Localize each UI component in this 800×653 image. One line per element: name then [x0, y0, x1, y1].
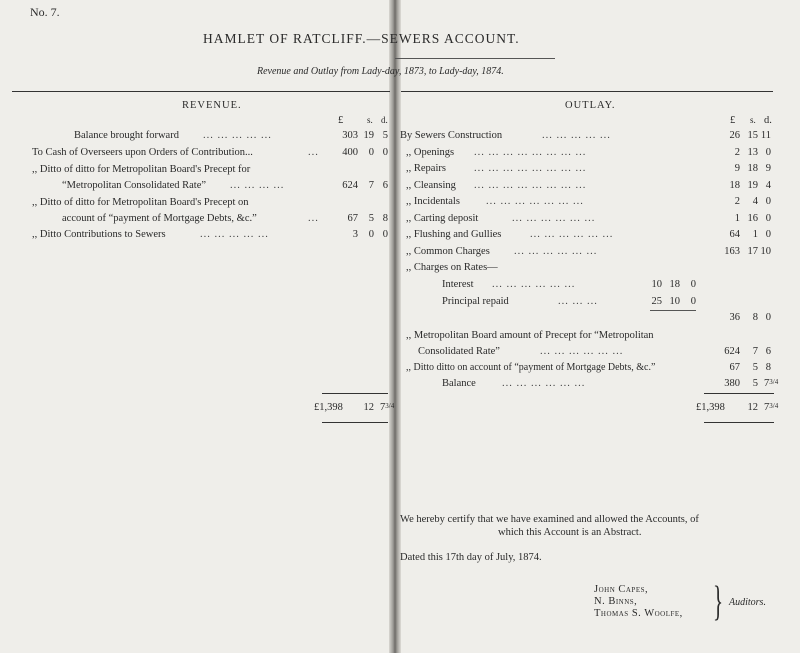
outlay-leader: ... ... ... ... ... ...: [502, 378, 586, 389]
outlay-pence: 11: [760, 130, 771, 141]
outlay-leader: ... ... ... ... ... ...: [514, 246, 598, 257]
revenue-pounds: 400: [342, 147, 358, 158]
outlay-shillings: 5: [752, 378, 758, 389]
page-number: No. 7.: [30, 5, 60, 19]
revenue-heading: REVENUE.: [182, 100, 242, 111]
revenue-label: account of “payment of Mortgage Debts, &c.”: [62, 213, 257, 224]
outlay-pounds: 67: [729, 362, 740, 373]
charges-subtotal-pounds: 36: [729, 312, 740, 323]
header-rule-left: [12, 91, 390, 92]
revenue-shillings: 0: [368, 147, 374, 158]
outlay-row: [400, 229, 800, 243]
outlay-label: ,, Flushing and Gullies: [406, 229, 502, 240]
charges-subrow: [400, 279, 800, 293]
outlay-shillings: 17: [747, 246, 758, 257]
header-rule-right: [401, 91, 773, 92]
outlay-shillings: 7: [752, 346, 758, 357]
outlay-total-pence: 73/4: [764, 402, 779, 413]
outlay-pounds: 18: [729, 180, 740, 191]
outlay-leader: ... ... ... ... ... ... ... ...: [474, 180, 587, 191]
outlay-shillings: 19: [747, 180, 758, 191]
outlay-leader: ... ... ... ... ...: [542, 130, 611, 141]
certification-line-2: which this Account is an Abstract.: [498, 527, 642, 538]
outlay-pound-header: £: [730, 115, 736, 126]
charges-subtotal-rule: [650, 310, 696, 311]
charges-leader: ... ... ...: [558, 296, 598, 307]
auditor-name: John Capes,: [594, 584, 649, 595]
outlay-label: ,, Metropolitan Board amount of Precept for “Metropolitan: [406, 330, 654, 341]
revenue-row: [0, 130, 400, 144]
outlay-pounds: 624: [724, 346, 740, 357]
outlay-pounds: 2: [734, 196, 740, 207]
outlay-row: [400, 130, 800, 144]
revenue-total-row: [0, 402, 400, 416]
revenue-label: Balance brought forward: [74, 130, 179, 141]
revenue-label: ,, Ditto of ditto for Metropolitan Board's Precept for: [32, 164, 251, 175]
outlay-label: ,, Cleansing: [406, 180, 456, 191]
revenue-pounds: 303: [342, 130, 358, 141]
outlay-balance-row: [400, 378, 800, 392]
revenue-row: [0, 197, 400, 211]
revenue-pence: 0: [382, 229, 388, 240]
outlay-pence: 73/4: [764, 378, 779, 389]
outlay-row: [400, 180, 800, 194]
outlay-shillings: 4: [752, 196, 758, 207]
revenue-row: [0, 164, 400, 178]
charges-subrow: [400, 296, 800, 310]
revenue-row: [0, 229, 400, 243]
outlay-total-pounds: £1,398: [696, 402, 725, 413]
revenue-row: [0, 180, 400, 194]
charges-pounds: 10: [651, 279, 662, 290]
revenue-pounds: 67: [347, 213, 358, 224]
revenue-leader: ... ... ... ... ...: [200, 229, 269, 240]
outlay-shillings: 5: [752, 362, 758, 373]
revenue-shillings: 0: [368, 229, 374, 240]
outlay-shillings: 1: [752, 229, 758, 240]
fraction: 3/4: [385, 402, 395, 410]
revenue-leader: ... ... ... ... ...: [203, 130, 272, 141]
auditor-name: N. Binns,: [594, 596, 638, 607]
title-underline: [395, 58, 555, 59]
outlay-shillings: 13: [747, 147, 758, 158]
auditor-name: Thomas S. Woolfe,: [594, 608, 683, 619]
charges-subtotal-shillings: 8: [752, 312, 758, 323]
certification-line-1: We hereby certify that we have examined and allowed the Accounts, of: [400, 514, 699, 525]
outlay-leader: ... ... ... ... ... ... ... ...: [474, 147, 587, 158]
charges-pence: 0: [690, 279, 696, 290]
charges-subtotal-pence: 0: [765, 312, 771, 323]
outlay-row: [400, 246, 800, 260]
outlay-label: ,, Charges on Rates—: [406, 262, 498, 273]
outlay-pence: 0: [765, 229, 771, 240]
revenue-row: [0, 213, 400, 227]
revenue-total-rule-bottom: [322, 422, 388, 423]
revenue-label: ,, Ditto of ditto for Metropolitan Board's Precept on: [32, 197, 249, 208]
charges-pence: 0: [690, 296, 696, 307]
outlay-pence: 0: [765, 147, 771, 158]
outlay-pence: 10: [760, 246, 771, 257]
charges-shillings: 10: [669, 296, 680, 307]
outlay-label: ,, Repairs: [406, 163, 446, 174]
outlay-pounds: 2: [734, 147, 740, 158]
outlay-row: [400, 163, 800, 177]
outlay-pounds: 163: [724, 246, 740, 257]
outlay-pence: 4: [765, 180, 771, 191]
outlay-pence: 9: [765, 163, 771, 174]
revenue-pounds: 624: [342, 180, 358, 191]
auditors-label: Auditors.: [729, 597, 766, 608]
revenue-label: ,, Ditto Contributions to Sewers: [32, 229, 166, 240]
revenue-total-pounds: £1,398: [314, 402, 343, 413]
revenue-shilling-header: s.: [367, 115, 373, 125]
revenue-pence: 0: [382, 147, 388, 158]
auditors-brace: }: [713, 579, 724, 625]
charges-label: Interest: [442, 279, 474, 290]
outlay-label: ,, Carting deposit: [406, 213, 479, 224]
outlay-label: Consolidated Rate”: [418, 346, 500, 357]
outlay-heading: OUTLAY.: [565, 100, 616, 111]
revenue-shillings: 7: [368, 180, 374, 191]
outlay-pounds: 64: [729, 229, 740, 240]
outlay-pence: 0: [765, 196, 771, 207]
outlay-pence: 8: [765, 362, 771, 373]
charges-subtotal-row: [400, 312, 800, 326]
charges-pounds: 25: [651, 296, 662, 307]
certification-date: Dated this 17th day of July, 1874.: [400, 552, 542, 563]
outlay-shillings: 15: [747, 130, 758, 141]
page-title: HAMLET OF RATCLIFF.—SEWERS ACCOUNT.: [203, 31, 520, 46]
revenue-pence-header: d.: [381, 115, 388, 125]
outlay-total-rule-top: [704, 393, 774, 394]
revenue-leader: ... ... ... ...: [230, 180, 285, 191]
revenue-label: “Metropolitan Consolidated Rate”: [62, 180, 207, 191]
revenue-pounds: 3: [352, 229, 358, 240]
fraction: 3/4: [769, 402, 779, 410]
fraction: 3/4: [769, 378, 779, 386]
outlay-pounds: 26: [729, 130, 740, 141]
outlay-leader: ... ... ... ... ... ... ... ...: [474, 163, 587, 174]
outlay-leader: ... ... ... ... ... ...: [530, 229, 614, 240]
outlay-total-shillings: 12: [747, 402, 758, 413]
outlay-label: ,, Common Charges: [406, 246, 490, 257]
outlay-pounds: 380: [724, 378, 740, 389]
charges-leader: ... ... ... ... ... ...: [492, 279, 576, 290]
outlay-label: ,, Openings: [406, 147, 455, 158]
outlay-row: [400, 346, 800, 360]
outlay-label: ,, Incidentals: [406, 196, 460, 207]
revenue-pence: 5: [382, 130, 388, 141]
outlay-label: Balance: [442, 378, 476, 389]
revenue-leader: ...: [308, 147, 319, 158]
revenue-pound-header: £: [338, 115, 344, 126]
revenue-total-shillings: 12: [363, 402, 374, 413]
outlay-row: [400, 362, 800, 376]
outlay-leader: ... ... ... ... ... ...: [540, 346, 624, 357]
outlay-row: [400, 196, 800, 210]
outlay-total-row: [400, 402, 800, 416]
revenue-shillings: 19: [363, 130, 374, 141]
outlay-pounds: 9: [734, 163, 740, 174]
outlay-row: [400, 147, 800, 161]
outlay-leader: ... ... ... ... ... ... ...: [486, 196, 584, 207]
revenue-total-rule-top: [322, 393, 388, 394]
outlay-label: ,, Ditto ditto on account of “payment of Mortgage Debts, &c.”: [406, 362, 656, 373]
revenue-shillings: 5: [368, 213, 374, 224]
revenue-label: To Cash of Overseers upon Orders of Contribution...: [32, 147, 253, 158]
outlay-row: [400, 213, 800, 227]
revenue-total-pence: 73/4: [380, 402, 395, 413]
outlay-total-rule-bottom: [704, 422, 774, 423]
outlay-pounds: 1: [734, 213, 740, 224]
outlay-row: [400, 262, 800, 276]
outlay-row: [400, 330, 800, 344]
revenue-leader: ...: [308, 213, 319, 224]
outlay-shillings: 16: [747, 213, 758, 224]
outlay-pence: 6: [765, 346, 771, 357]
revenue-row: [0, 147, 400, 161]
charges-label: Principal repaid: [442, 296, 509, 307]
revenue-pence: 8: [382, 213, 388, 224]
outlay-pence: 0: [765, 213, 771, 224]
revenue-pence: 6: [382, 180, 388, 191]
outlay-shilling-header: s.: [750, 115, 756, 125]
outlay-pence-header: d.: [764, 115, 772, 126]
outlay-shillings: 18: [747, 163, 758, 174]
page-subtitle: Revenue and Outlay from Lady-day, 1873, to Lady-day, 1874.: [257, 66, 504, 77]
outlay-leader: ... ... ... ... ... ...: [512, 213, 596, 224]
charges-shillings: 18: [669, 279, 680, 290]
outlay-label: By Sewers Construction: [400, 130, 503, 141]
